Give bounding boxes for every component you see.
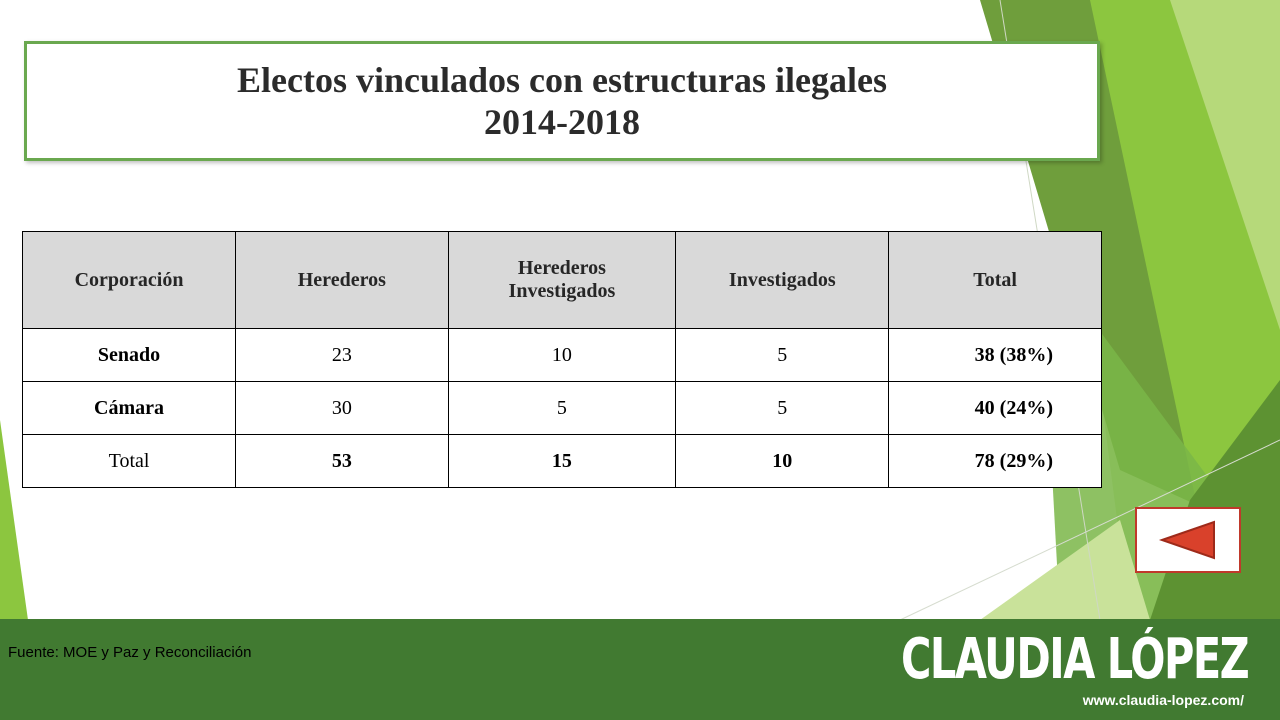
brand-logo xyxy=(900,627,1248,716)
cell-corporacion: Total xyxy=(23,435,236,488)
data-table xyxy=(22,231,1102,488)
header-herederos: Herederos xyxy=(236,232,448,329)
cell-herederos-investigados: 10 xyxy=(448,329,676,382)
cell-investigados: 5 xyxy=(676,382,889,435)
cell-herederos: 23 xyxy=(236,329,448,382)
cell-total: 78 (29%) xyxy=(889,435,1102,488)
cell-corporacion: Senado xyxy=(23,329,236,382)
table-row xyxy=(23,382,1102,435)
title-box xyxy=(24,41,1100,161)
cell-investigados: 10 xyxy=(676,435,889,488)
cell-corporacion: Cámara xyxy=(23,382,236,435)
back-button[interactable] xyxy=(1135,507,1241,573)
table-row xyxy=(23,329,1102,382)
header-corporacion: Corporación xyxy=(23,232,236,329)
brand-name: CLAUDIA LÓPEZ xyxy=(900,627,1248,692)
left-arrow-icon xyxy=(1158,518,1218,562)
title-line-2: 2014-2018 xyxy=(484,102,640,142)
brand-url: www.claudia-lopez.com/ xyxy=(1082,692,1244,708)
cell-total: 38 (38%) xyxy=(889,329,1102,382)
cell-herederos-investigados: 15 xyxy=(448,435,676,488)
cell-herederos: 53 xyxy=(236,435,448,488)
header-total: Total xyxy=(889,232,1102,329)
title-line-1: Electos vinculados con estructuras ilegales xyxy=(237,60,887,100)
header-investigados: Investigados xyxy=(676,232,889,329)
table-header-row xyxy=(23,232,1102,329)
cell-herederos: 30 xyxy=(236,382,448,435)
table-row-total xyxy=(23,435,1102,488)
source-note: Fuente: MOE y Paz y Reconciliación xyxy=(8,644,252,661)
cell-total: 40 (24%) xyxy=(889,382,1102,435)
cell-investigados: 5 xyxy=(676,329,889,382)
cell-herederos-investigados: 5 xyxy=(448,382,676,435)
header-herederos-investigados: Herederos Investigados xyxy=(448,232,676,329)
